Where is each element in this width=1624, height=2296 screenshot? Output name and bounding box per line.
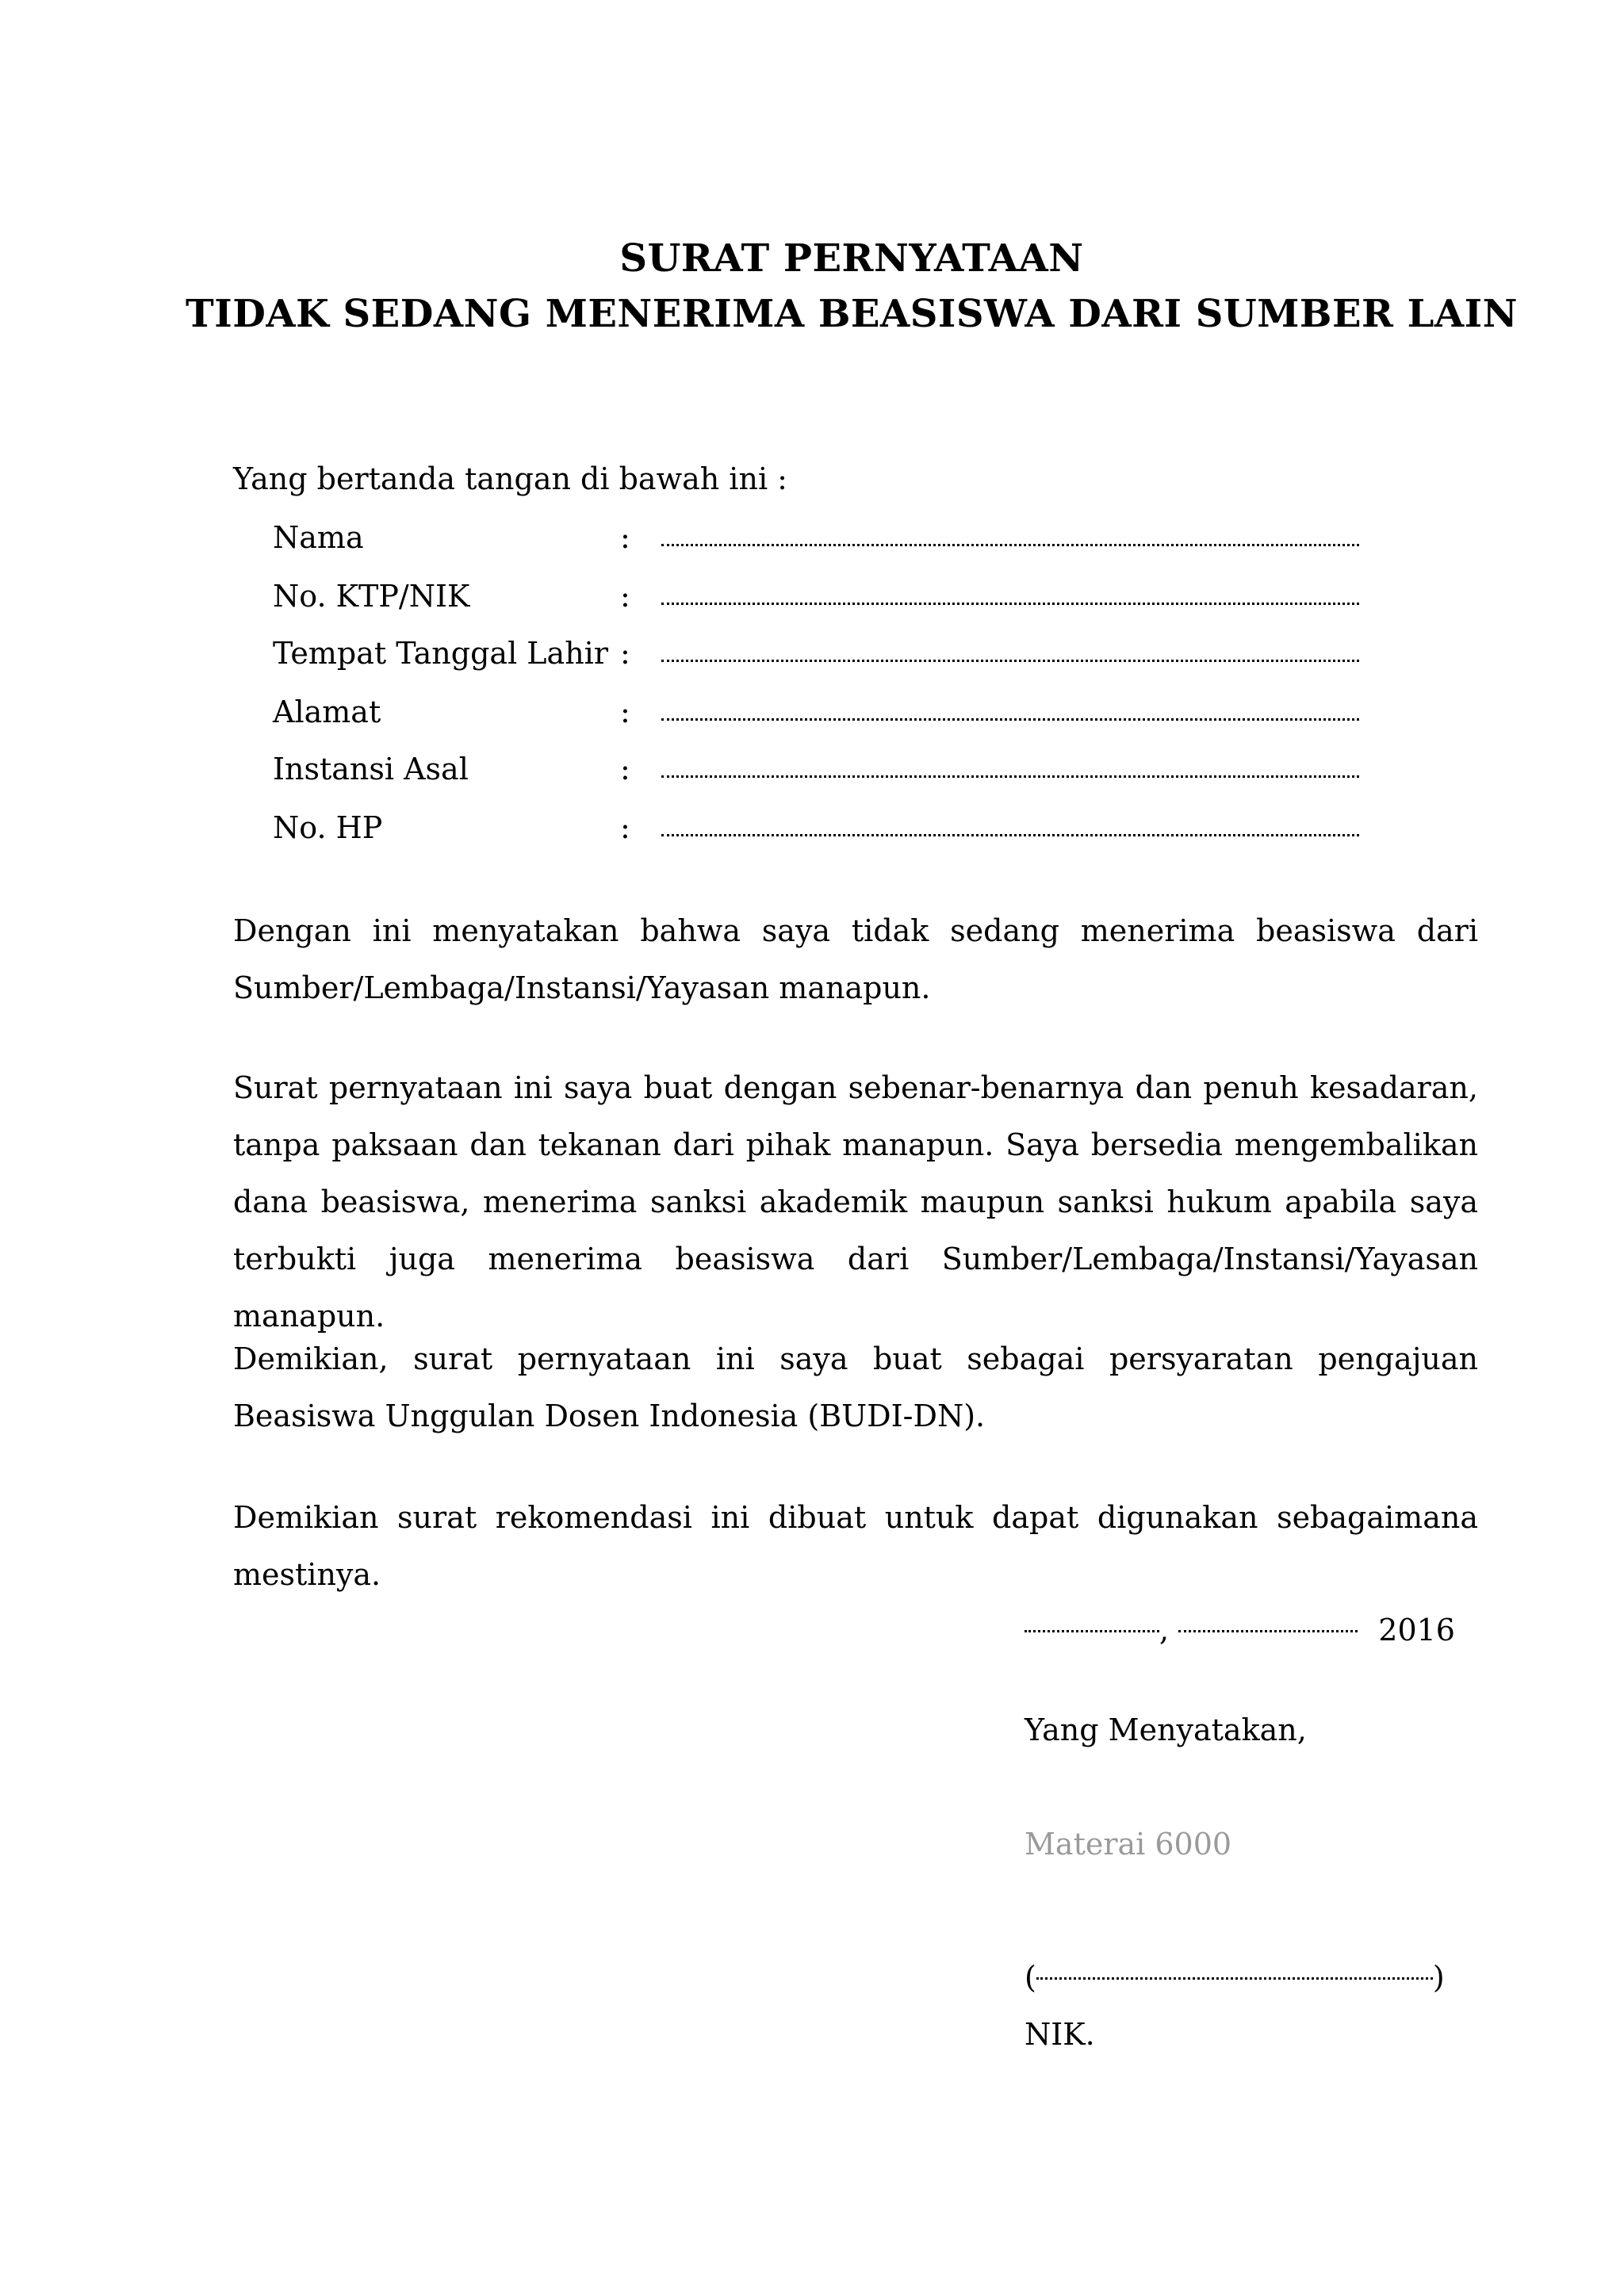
field-colon: : (620, 752, 630, 786)
field-blank-alamat[interactable] (661, 714, 1359, 721)
field-blank-nama[interactable] (661, 539, 1359, 546)
field-blank-ktp[interactable] (661, 598, 1359, 605)
field-blank-ttl[interactable] (661, 655, 1359, 662)
declaration-paragraph: Surat pernyataan ini saya buat dengan sebenar-benarnya dan penuh kesadaran, tanpa paksaan dan tekanan dari pihak manapun. Saya bersedia mengembalikan dana beasiswa, menerima sanksi akademik maupun sanksi hukum apabila saya terbukti juga menerima beasiswa dari Sumber/Lembaga/Instansi/Yayasan manapun. (233, 1070, 1478, 1334)
purpose-paragraph: Demikian, surat pernyataan ini saya buat sebagai persyaratan pengajuan Beasiswa Unggulan Dosen Indonesia (BUDI-DN). (233, 1341, 1478, 1433)
document-title: SURAT PERNYATAAN (619, 236, 1084, 281)
place-blank[interactable] (1025, 1630, 1159, 1632)
field-label-alamat: Alamat (273, 695, 381, 729)
name-close-paren: ) (1432, 1960, 1445, 1995)
document-subtitle: TIDAK SEDANG MENERIMA BEASISWA DARI SUMBER LAIN (186, 292, 1518, 336)
signer-name-line (1025, 1958, 1445, 1996)
date-separator: , (1159, 1613, 1170, 1647)
stamp-label: Materai 6000 (1025, 1827, 1232, 1862)
date-year: 2016 (1378, 1613, 1455, 1647)
nik-label: NIK. (1025, 2017, 1095, 2052)
field-label-hp: No. HP (273, 810, 383, 845)
field-blank-hp[interactable] (661, 829, 1359, 836)
field-label-ttl: Tempat Tanggal Lahir (273, 636, 608, 671)
field-colon: : (620, 579, 630, 614)
field-colon: : (620, 810, 630, 845)
field-colon: : (620, 695, 630, 729)
closing-paragraph: Demikian surat rekomendasi ini dibuat untuk dapat digunakan sebagaimana mestinya. (233, 1500, 1478, 1592)
intro-text: Yang bertanda tangan di bawah ini : (233, 461, 787, 496)
field-blank-instansi[interactable] (661, 771, 1359, 778)
field-label-nama: Nama (273, 520, 364, 555)
field-colon: : (620, 636, 630, 671)
name-open-paren: ( (1025, 1960, 1036, 1995)
signer-label: Yang Menyatakan, (1025, 1712, 1307, 1747)
date-line (1025, 1611, 1455, 1649)
field-label-ktp: No. KTP/NIK (273, 579, 470, 614)
date-blank[interactable] (1178, 1630, 1358, 1632)
signer-name-blank[interactable] (1036, 1977, 1433, 1980)
field-colon: : (620, 520, 630, 555)
statement-paragraph: Dengan ini menyatakan bahwa saya tidak sedang menerima beasiswa dari Sumber/Lembaga/Instansi/Yayasan manapun. (233, 913, 1478, 1005)
field-label-instansi: Instansi Asal (273, 752, 469, 786)
